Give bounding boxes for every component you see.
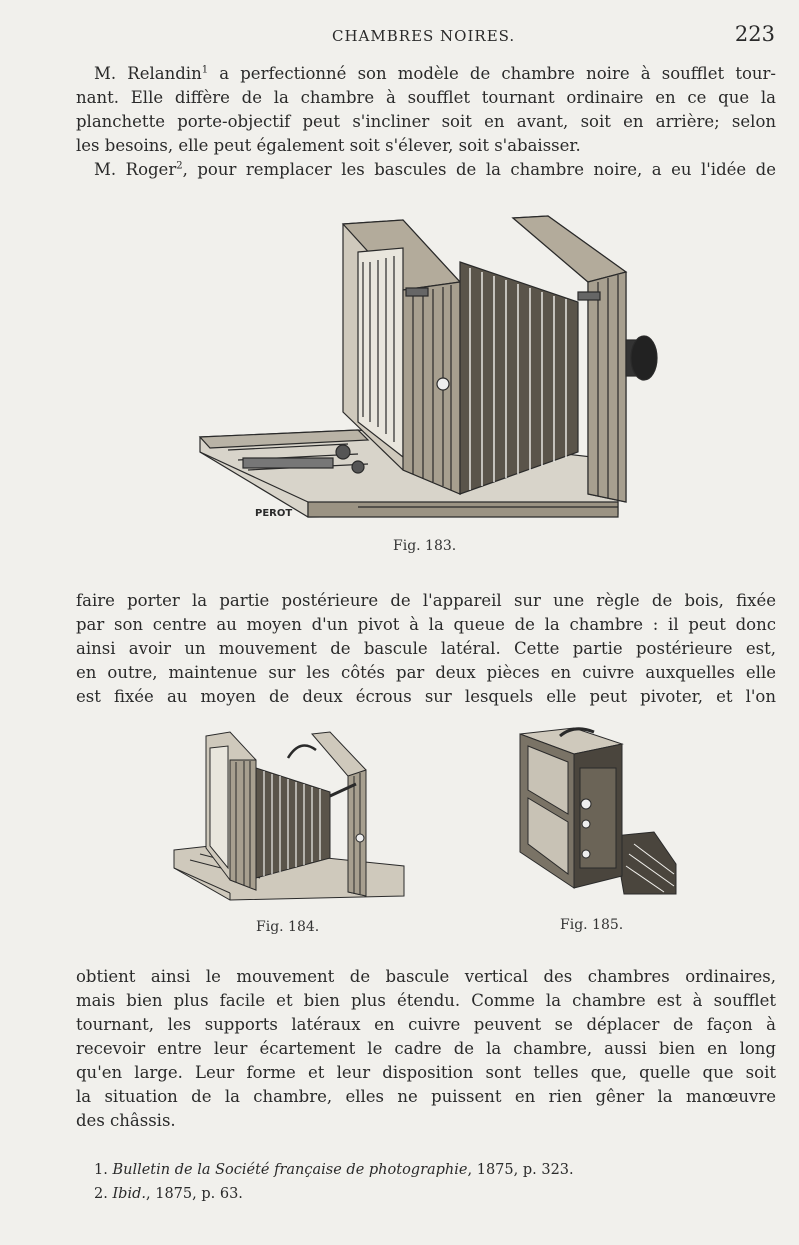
footnote-1: 1. Bulletin de la Société française de photographie, 1875, p. 323.	[94, 1162, 574, 1178]
figure-184-camera-illustration	[170, 728, 408, 906]
footnotes	[94, 1158, 574, 1206]
text-line: M. Roger$^2$, pour remplacer les bascules de la chambre noire, a eu l'idée de	[94, 160, 776, 179]
engraver-signature: PEROT	[255, 508, 293, 519]
footnote-1-title: Bulletin de la Société française de photographie	[112, 1162, 468, 1178]
text-line: planchette porte-objectif peut s'incliner soit en avant, soit en arrière; selon	[76, 112, 776, 131]
page-header	[0, 22, 799, 52]
paragraph-roger	[76, 158, 776, 182]
text-line: les besoins, elle peut également soit s'élever, soit s'abaisser.	[76, 136, 581, 155]
paragraph-relandin	[76, 62, 776, 158]
text-line: par son centre au moyen d'un pivot à la queue de la chambre : il peut donc	[76, 615, 776, 634]
text-line: M. Relandin$^1$ a perfectionné son modèle de chambre noire à soufflet tour-	[94, 64, 776, 83]
figure-184-caption: Fig. 184.	[256, 919, 320, 935]
running-head: CHAMBRES NOIRES.	[332, 27, 516, 45]
text-line: nant. Elle diffère de la chambre à soufflet tournant ordinaire en ce que la	[76, 88, 776, 107]
text-line: tournant, les supports latéraux en cuivre peuvent se déplacer de façon à	[76, 1015, 776, 1034]
footnote-ref: 1	[201, 64, 209, 76]
footnote-ref: 2	[176, 160, 183, 172]
text-line: mais bien plus facile et bien plus étendu. Comme la chambre est à soufflet	[76, 991, 776, 1010]
text-line: en outre, maintenue sur les côtés par deux pièces en cuivre auxquelles elle	[76, 663, 776, 682]
figure-183-caption: Fig. 183.	[393, 538, 457, 554]
figure-183-camera-illustration	[198, 212, 660, 522]
text-line: faire porter la partie postérieure de l'appareil sur une règle de bois, fixée	[76, 591, 776, 610]
footnote-2: 2. Ibid., 1875, p. 63.	[94, 1186, 243, 1202]
text-line: est fixée au moyen de deux écrous sur lesquels elle peut pivoter, et l'on	[76, 687, 776, 706]
text-line: ainsi avoir un mouvement de bascule latéral. Cette partie postérieure est,	[76, 639, 776, 658]
footnote-2-title: Ibid.	[112, 1186, 146, 1202]
figure-185-caption: Fig. 185.	[560, 917, 624, 933]
text-line: obtient ainsi le mouvement de bascule vertical des chambres ordinaires,	[76, 967, 776, 986]
text-line: des châssis.	[76, 1111, 176, 1130]
paragraph-continued	[76, 589, 776, 709]
figure-185-camera-illustration	[514, 724, 680, 896]
text-line: recevoir entre leur écartement le cadre de la chambre, aussi bien en long	[76, 1039, 776, 1058]
paragraph-conclusion	[76, 965, 776, 1133]
text-line: la situation de la chambre, elles ne puissent en rien gêner la manœuvre	[76, 1087, 776, 1106]
text-line: qu'en large. Leur forme et leur disposition sont telles que, quelle que soit	[76, 1063, 776, 1082]
page-number: 223	[734, 22, 775, 46]
